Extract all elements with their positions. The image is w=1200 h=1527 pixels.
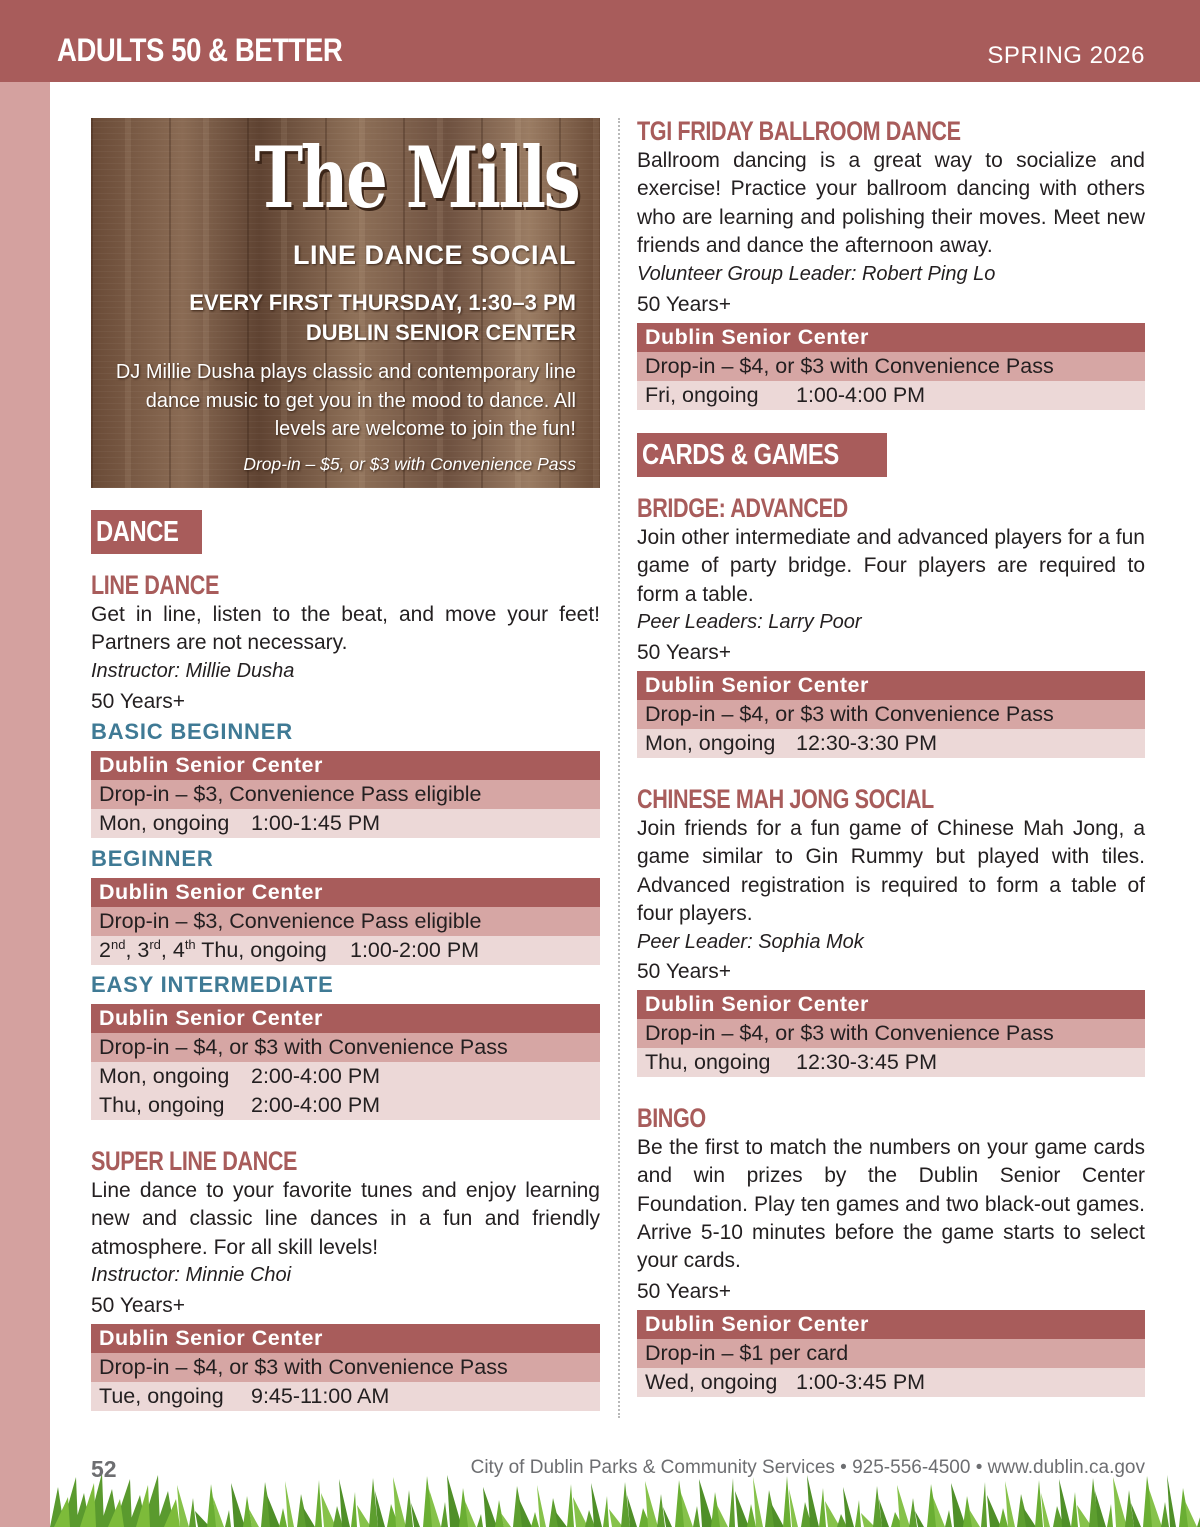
cards-games-section-tag: CARDS & GAMES <box>637 433 887 477</box>
schedule-time: 12:30-3:30 PM <box>796 731 938 755</box>
hero-description: DJ Millie Dusha plays classic and contemporary line dance music to get you in the mood to dance. All levels are welcome to join the fun! <box>115 361 576 440</box>
schedule-row <box>637 729 1145 758</box>
grass-blade <box>1167 1475 1176 1527</box>
schedule-day: Mon, ongoing <box>645 731 776 755</box>
grass-blade <box>357 1505 371 1527</box>
grass-blade <box>945 1510 952 1527</box>
grass-blade <box>861 1513 875 1527</box>
grass-blade <box>279 1508 287 1527</box>
fee-row: Drop-in – $4, or $3 with Convenience Pass <box>91 1033 600 1062</box>
grass-blade <box>243 1496 252 1527</box>
grass-blade <box>753 1477 763 1527</box>
schedule-day: Fri, ongoing <box>645 383 759 407</box>
schedule-time: 9:45-11:00 AM <box>251 1384 390 1408</box>
bingo-age: 50 Years+ <box>637 1280 732 1303</box>
basic-beginner-label: BASIC BEGINNER <box>91 719 293 744</box>
schedule-row <box>91 1062 600 1091</box>
grass-blade <box>855 1500 861 1527</box>
grass-blade <box>819 1488 826 1527</box>
column-divider <box>618 118 620 1418</box>
grass-blade <box>747 1504 756 1527</box>
grass-blade <box>441 1502 448 1527</box>
easy-intermediate-table <box>91 1004 600 1120</box>
beginner-label: BEGINNER <box>91 846 214 871</box>
schedule-day: Tue, ongoing <box>99 1384 224 1408</box>
schedule-row <box>637 381 1145 410</box>
grass-blade <box>843 1487 854 1527</box>
basic-beginner-table <box>91 751 600 838</box>
hero-title: The Mills <box>254 128 578 227</box>
tgi-friday-age: 50 Years+ <box>637 293 732 316</box>
fee-row: Drop-in – $4, or $3 with Convenience Pass <box>91 1353 600 1382</box>
super-line-dance-age: 50 Years+ <box>91 1294 186 1317</box>
schedule-day: Wed, ongoing <box>645 1370 778 1394</box>
grass-blade <box>735 1491 749 1527</box>
page-number: 52 <box>91 1456 117 1482</box>
grass-blade <box>231 1483 245 1527</box>
schedule-time: 1:00-4:00 PM <box>796 383 926 407</box>
the-mills-promo-image <box>91 118 600 488</box>
section-title: ADULTS 50 & BETTER <box>57 32 343 68</box>
location-row: Dublin Senior Center <box>637 1310 1145 1339</box>
grass-blade <box>699 1479 714 1527</box>
schedule-row <box>91 936 600 965</box>
grass-blade <box>783 1476 791 1527</box>
grass-blade <box>531 1512 539 1527</box>
schedule-time: 12:30-3:45 PM <box>796 1050 938 1074</box>
grass-blade <box>1113 1477 1127 1527</box>
schedule-day: Mon, ongoing <box>99 811 230 835</box>
grass-blade <box>603 1496 609 1527</box>
location-row: Dublin Senior Center <box>91 1324 600 1353</box>
fee-row: Drop-in – $4, or $3 with Convenience Pass <box>637 700 1145 729</box>
grass-blade <box>225 1510 231 1527</box>
grass-blade <box>693 1506 700 1527</box>
location-row: Dublin Senior Center <box>637 671 1145 700</box>
grass-blade <box>285 1481 294 1527</box>
fee-row: Drop-in – $3, Convenience Pass eligible <box>91 907 600 936</box>
bridge-heading: BRIDGE: ADVANCED <box>637 493 848 523</box>
tgi-friday-heading: TGI FRIDAY BALLROOM DANCE <box>637 116 961 146</box>
grass-blade <box>609 1509 623 1527</box>
schedule-row <box>91 1091 600 1120</box>
bridge-age: 50 Years+ <box>637 641 732 664</box>
bingo-table <box>637 1310 1145 1397</box>
line-dance-instructor: Instructor: Millie Dusha <box>91 660 295 682</box>
grass-blade <box>729 1478 735 1527</box>
grass-blade <box>999 1508 1008 1527</box>
location-row: Dublin Senior Center <box>637 323 1145 352</box>
grass-blade <box>495 1500 504 1527</box>
hero-subtitle: LINE DANCE SOCIAL <box>292 240 576 270</box>
schedule-time: 1:00-2:00 PM <box>350 938 480 962</box>
schedule-day: Thu, ongoing <box>99 1093 225 1117</box>
grass-blade <box>1107 1504 1113 1527</box>
schedule-time: 1:00-3:45 PM <box>796 1370 926 1394</box>
schedule-day: Thu, ongoing <box>645 1050 771 1074</box>
schedule-day: Mon, ongoing <box>99 1064 230 1088</box>
grass-blade <box>315 1480 322 1527</box>
footer-contact: City of Dublin Parks & Community Services • 925-556-4500 • www.dublin.ca.gov <box>470 1457 1145 1478</box>
bridge-leader: Peer Leaders: Larry Poor <box>637 611 862 633</box>
mahjong-heading: CHINESE MAH JONG SOCIAL <box>637 784 934 814</box>
super-line-dance-instructor: Instructor: Minnie Choi <box>91 1264 292 1286</box>
easy-intermediate-label: EASY INTERMEDIATE <box>91 972 334 997</box>
tgi-friday-description: Ballroom dancing is a great way to socialize and exercise! Practice your ballroom dancing with others who are learning and polishing their moves. Meet new friends and dance the afternoon away. <box>637 149 1145 257</box>
mahjong-leader: Peer Leader: Sophia Mok <box>637 931 864 953</box>
super-line-dance-table <box>91 1324 600 1411</box>
dance-section-tag: DANCE <box>91 510 202 554</box>
header-bar <box>0 0 1200 82</box>
fee-row: Drop-in – $4, or $3 with Convenience Pass <box>637 352 1145 381</box>
bingo-heading: BINGO <box>637 1103 706 1133</box>
location-row: Dublin Senior Center <box>91 878 600 907</box>
grass-blade <box>1005 1481 1015 1527</box>
hero-when: EVERY FIRST THURSDAY, 1:30–3 PM <box>189 290 576 315</box>
grass-blade <box>483 1487 497 1527</box>
grass-blade <box>351 1492 357 1527</box>
mahjong-age: 50 Years+ <box>637 960 732 983</box>
super-line-dance-description: Line dance to your favorite tunes and enjoy learning new and classic line dances in a fun and friendly atmosphere. For all skill levels! <box>91 1179 600 1259</box>
line-dance-description: Get in line, listen to the beat, and move your feet! Partners are not necessary. <box>91 603 600 655</box>
fee-row: Drop-in – $4, or $3 with Convenience Pass <box>637 1019 1145 1048</box>
schedule-row <box>91 809 600 838</box>
bridge-description: Join other intermediate and advanced players for a fun game of party bridge. Four players are required to form a table. <box>637 526 1145 606</box>
hero-price: Drop-in – $5, or $3 with Convenience Pass <box>243 454 576 474</box>
line-dance-heading: LINE DANCE <box>91 570 220 600</box>
grass-blade <box>567 1484 574 1527</box>
mahjong-description: Join friends for a fun game of Chinese Mah Jong, a game similar to Gin Rummy but played with tiles. Advanced registration is required to form a table of four players. <box>637 817 1145 925</box>
grass-blade <box>1071 1492 1078 1527</box>
location-row: Dublin Senior Center <box>91 1004 600 1033</box>
schedule-time: 2:00-4:00 PM <box>251 1064 381 1088</box>
location-row: Dublin Senior Center <box>91 751 600 780</box>
beginner-table <box>91 878 600 965</box>
schedule-time: 1:00-1:45 PM <box>251 811 381 835</box>
fee-row: Drop-in – $1 per card <box>637 1339 1145 1368</box>
location-row: Dublin Senior Center <box>637 990 1145 1019</box>
fee-row: Drop-in – $3, Convenience Pass eligible <box>91 780 600 809</box>
tgi-friday-table <box>637 323 1145 410</box>
schedule-row <box>637 1048 1145 1077</box>
grass-blade <box>189 1498 196 1527</box>
grass-blade <box>987 1495 1001 1527</box>
bingo-description: Be the first to match the numbers on your game cards and win prizes by the Dublin Senior Center Foundation. Play ten games and two black-out games. Arrive 5-10 minutes before the game starts to select your cards. <box>637 1136 1145 1273</box>
grass-blade <box>321 1493 336 1527</box>
grass-blade <box>981 1482 987 1527</box>
bridge-table <box>637 671 1145 758</box>
grass-blade <box>573 1497 588 1527</box>
schedule-row <box>637 1368 1145 1397</box>
grass-blade <box>825 1501 840 1527</box>
super-line-dance-heading: SUPER LINE DANCE <box>91 1146 298 1176</box>
schedule-row <box>91 1382 600 1411</box>
grass-blade <box>447 1475 462 1527</box>
tgi-friday-leader: Volunteer Group Leader: Robert Ping Lo <box>637 263 996 285</box>
hero-where: DUBLIN SENIOR CENTER <box>305 320 576 345</box>
season-label: SPRING 2026 <box>987 42 1145 69</box>
grass-blade <box>1161 1502 1169 1527</box>
left-sidebar-stripe <box>0 82 50 1527</box>
grass-blade <box>951 1483 966 1527</box>
grass-blade <box>537 1485 546 1527</box>
line-dance-age: 50 Years+ <box>91 690 186 713</box>
schedule-day: 2nd, 3rd, 4th Thu, ongoing <box>99 936 327 962</box>
grass-blade <box>1035 1480 1043 1527</box>
schedule-time: 2:00-4:00 PM <box>251 1093 381 1117</box>
mahjong-table <box>637 990 1145 1077</box>
grass-blade <box>477 1514 483 1527</box>
